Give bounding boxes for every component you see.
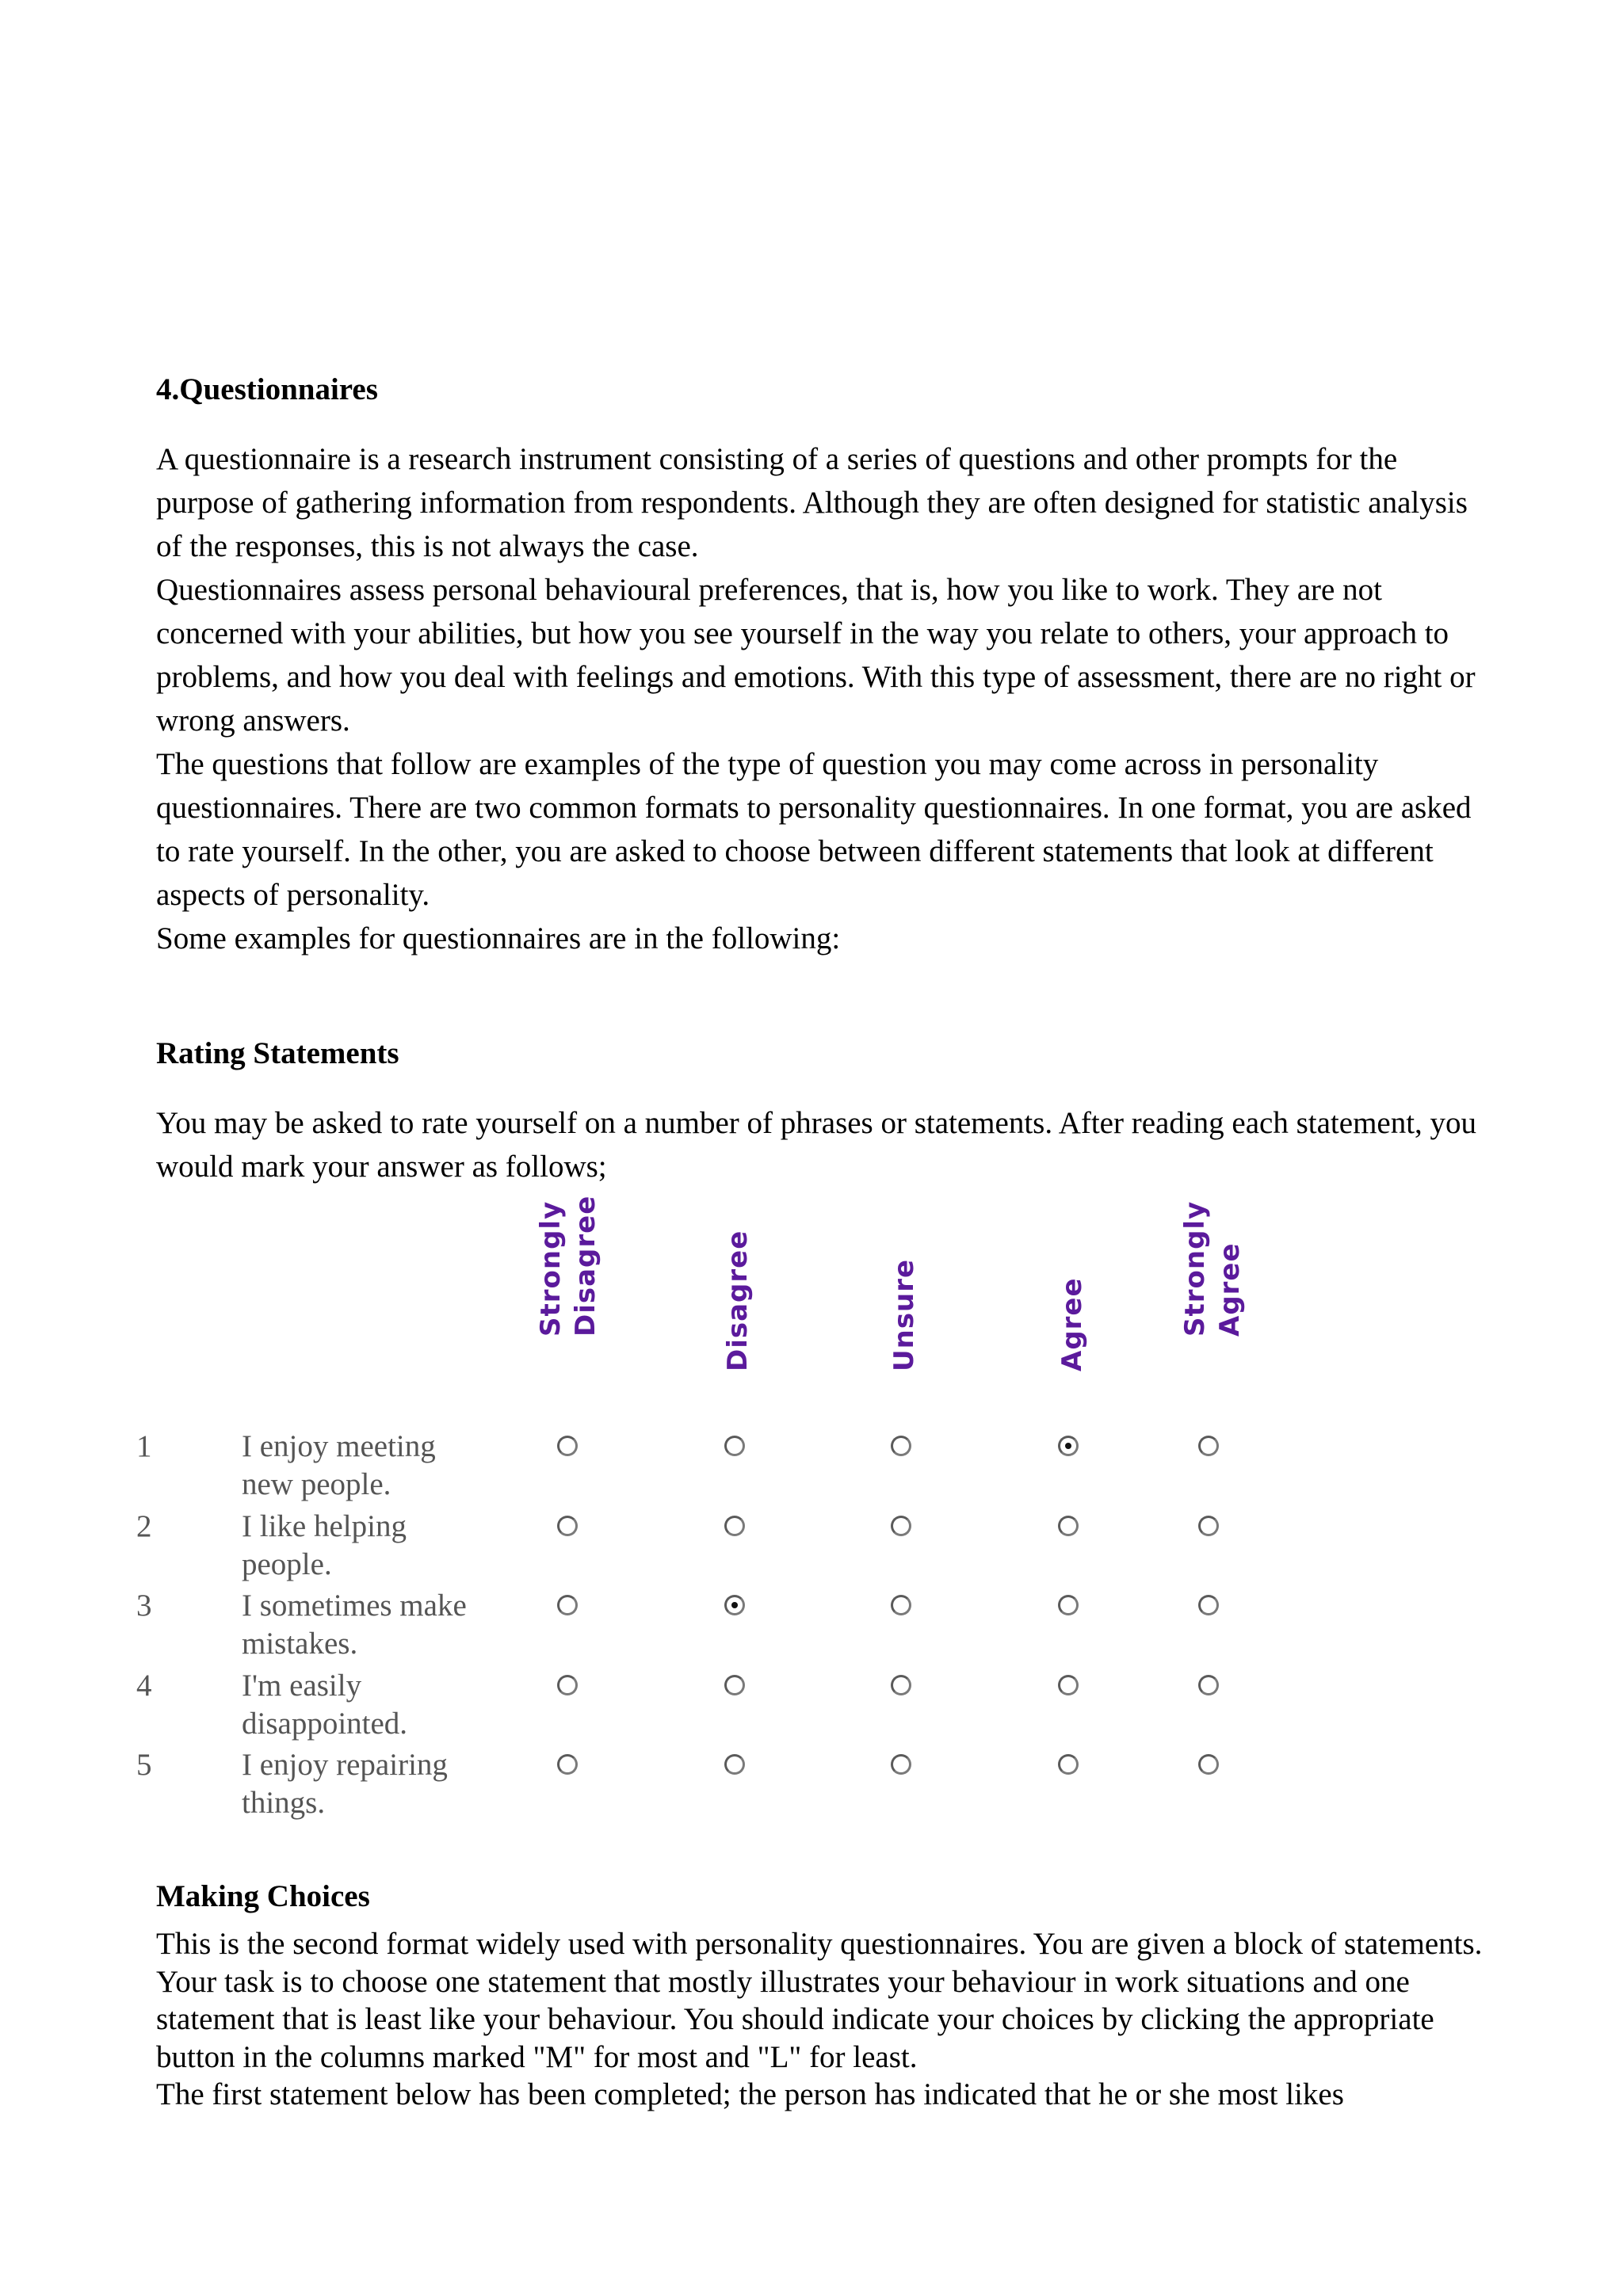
rating-radio[interactable] <box>557 1595 578 1615</box>
rating-intro <box>156 1101 1487 1188</box>
choices-paragraph-2: The first statement below has been completed; the person has indicated that he or she most likes <box>156 2077 1344 2111</box>
row-number: 5 <box>136 1748 152 1782</box>
rating-radio[interactable] <box>1058 1754 1079 1775</box>
column-header-disagree <box>686 1230 789 1406</box>
column-header-strongly-agree <box>1161 1200 1264 1406</box>
row-statement <box>242 1587 527 1663</box>
rating-radio[interactable] <box>557 1675 578 1695</box>
column-header-line2: Agree <box>1214 1242 1246 1337</box>
row-statement <box>242 1746 527 1822</box>
rating-radio[interactable] <box>1058 1675 1079 1695</box>
column-header-line1: Agree <box>1056 1277 1088 1371</box>
rating-radio[interactable] <box>1198 1754 1219 1775</box>
rating-radio[interactable] <box>891 1754 911 1775</box>
column-header-agree <box>1021 1256 1124 1406</box>
rating-radio[interactable] <box>891 1675 911 1695</box>
row-statement <box>242 1667 527 1743</box>
row-statement-line: I'm easily <box>242 1669 362 1703</box>
rating-radio[interactable] <box>724 1675 745 1695</box>
rating-radio[interactable] <box>724 1754 745 1775</box>
row-statement-line: I enjoy meeting <box>242 1429 436 1463</box>
choices-paragraph-1: This is the second format widely used with personality questionnaires. You are given a block of statements. Your task is to choose one statement that mostly illustrates your behaviour in work situations and one statement that is least like your behaviour. You should indicate your choices by clicking the appropriate button in the columns marked "M" for most and "L" for least. <box>156 1927 1483 2074</box>
rating-radio[interactable] <box>1198 1516 1219 1536</box>
row-statement-line: I sometimes make <box>242 1589 467 1623</box>
row-statement-line: new people. <box>242 1467 391 1501</box>
intro-paragraph-4: Some examples for questionnaires are in the following: <box>156 921 841 955</box>
rating-radio[interactable] <box>891 1595 911 1615</box>
choices-title: Making Choices <box>156 1879 370 1913</box>
rating-radio[interactable] <box>1198 1675 1219 1695</box>
rating-radio[interactable] <box>557 1754 578 1775</box>
rating-radio[interactable] <box>557 1436 578 1456</box>
rating-radio[interactable] <box>1058 1436 1079 1456</box>
choices-text <box>156 1925 1487 2114</box>
rating-radio[interactable] <box>891 1516 911 1536</box>
row-number: 3 <box>136 1589 152 1623</box>
column-header-line1: Disagree <box>722 1230 754 1371</box>
row-statement-line: disappointed. <box>242 1707 408 1741</box>
row-number: 4 <box>136 1669 152 1703</box>
column-header-line1: Unsure <box>888 1258 920 1371</box>
intro-paragraph-3: The questions that follow are examples of the type of question you may come across in personality questionnaires. There are two common formats to personality questionnaires. In one format, you are asked to rate yourself. In the other, you are asked to choose between different statements that look at different aspects of personality. <box>156 747 1472 912</box>
row-statement-line: I like helping <box>242 1509 407 1543</box>
row-statement <box>242 1508 527 1584</box>
row-statement-line: I enjoy repairing <box>242 1748 448 1782</box>
column-header-unsure <box>853 1256 956 1406</box>
rating-radio[interactable] <box>891 1436 911 1456</box>
column-header-line1: Strongly <box>535 1200 567 1337</box>
row-statement-line: things. <box>242 1786 326 1820</box>
intro-paragraph-1: A questionnaire is a research instrument consisting of a series of questions and other prompts for the purpose of gathering information from respondents. Although they are often designed for statistic analysis of the responses, this is not always the case. <box>156 442 1468 563</box>
rating-title: Rating Statements <box>156 1036 399 1070</box>
column-header-line1: Strongly <box>1179 1200 1211 1337</box>
rating-radio[interactable] <box>1198 1595 1219 1615</box>
rating-intro-text: You may be asked to rate yourself on a number of phrases or statements. After reading each statement, you would mark your answer as follows; <box>156 1106 1477 1184</box>
row-statement-line: mistakes. <box>242 1627 358 1661</box>
row-statement-line: people. <box>242 1547 332 1581</box>
rating-radio[interactable] <box>724 1595 745 1615</box>
row-number: 2 <box>136 1509 152 1543</box>
intro-paragraph-2: Questionnaires assess personal behavioural preferences, that is, how you like to work. They are not concerned with your abilities, but how you see yourself in the way you relate to others, your approach to problems, and how you deal with feelings and emotions. With this type of assessment, there are no right or wrong answers. <box>156 573 1476 738</box>
rating-radio[interactable] <box>724 1436 745 1456</box>
column-header-line2: Disagree <box>570 1195 601 1337</box>
rating-radio[interactable] <box>557 1516 578 1536</box>
section-title: 4.Questionnaires <box>156 372 378 406</box>
rating-radio[interactable] <box>1058 1595 1079 1615</box>
intro-text <box>156 437 1487 960</box>
rating-radio[interactable] <box>724 1516 745 1536</box>
row-number: 1 <box>136 1429 152 1463</box>
column-header-strongly-disagree <box>517 1195 620 1406</box>
rating-radio[interactable] <box>1058 1516 1079 1536</box>
row-statement <box>242 1428 527 1504</box>
rating-radio[interactable] <box>1198 1436 1219 1456</box>
